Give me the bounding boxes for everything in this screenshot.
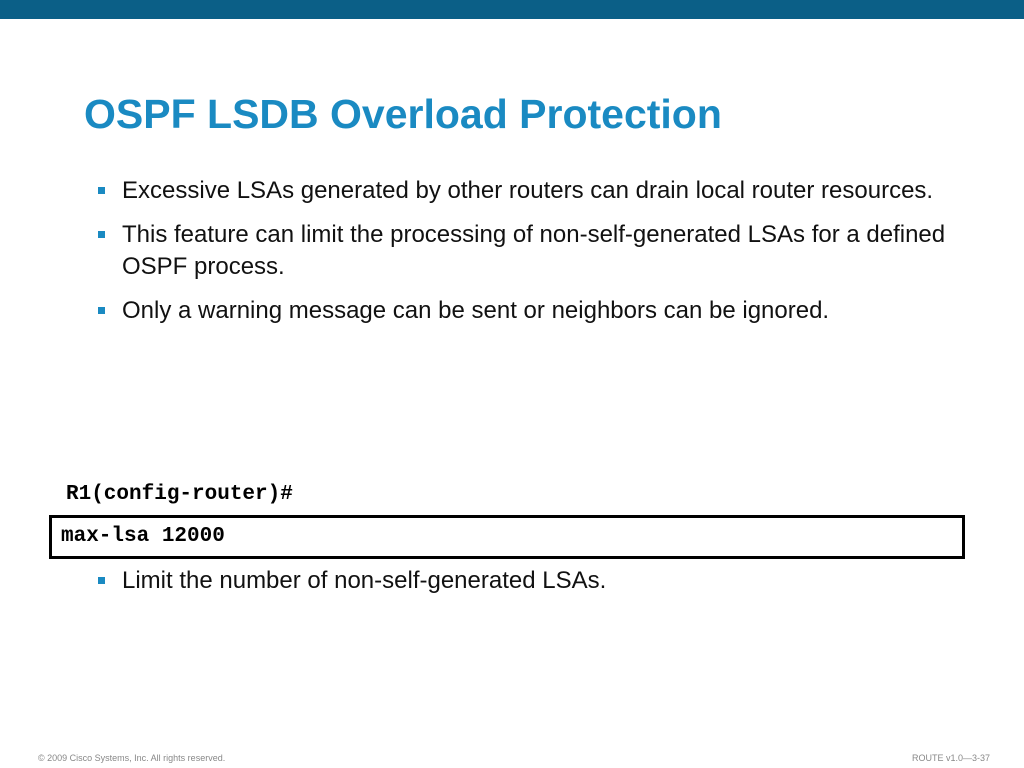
bullet-list-after-command	[96, 565, 956, 609]
cli-command-box	[49, 515, 965, 559]
cli-prompt: R1(config-router)#	[66, 483, 293, 506]
bullet-item	[96, 295, 956, 327]
square-bullet-icon	[98, 307, 105, 314]
square-bullet-icon	[98, 231, 105, 238]
bullet-text: This feature can limit the processing of non-self-generated LSAs for a defined OSPF process.	[122, 221, 946, 280]
cli-command: max-lsa 12000	[61, 525, 225, 548]
slide-title: OSPF LSDB Overload Protection	[84, 91, 722, 137]
bullet-item	[96, 175, 956, 207]
footer-copyright: © 2009 Cisco Systems, Inc. All rights reserved.	[38, 753, 226, 763]
bullet-item	[96, 219, 956, 283]
bullet-item	[96, 565, 956, 597]
bullet-text: Limit the number of non-self-generated LSAs.	[122, 567, 607, 594]
top-banner-bar	[0, 0, 1024, 19]
footer-course-ref: ROUTE v1.0—3-37	[911, 753, 990, 763]
bullet-text: Excessive LSAs generated by other routers can drain local router resources.	[122, 177, 934, 204]
bullet-list	[96, 175, 956, 339]
square-bullet-icon	[98, 577, 105, 584]
bullet-text: Only a warning message can be sent or neighbors can be ignored.	[122, 297, 830, 324]
square-bullet-icon	[98, 187, 105, 194]
